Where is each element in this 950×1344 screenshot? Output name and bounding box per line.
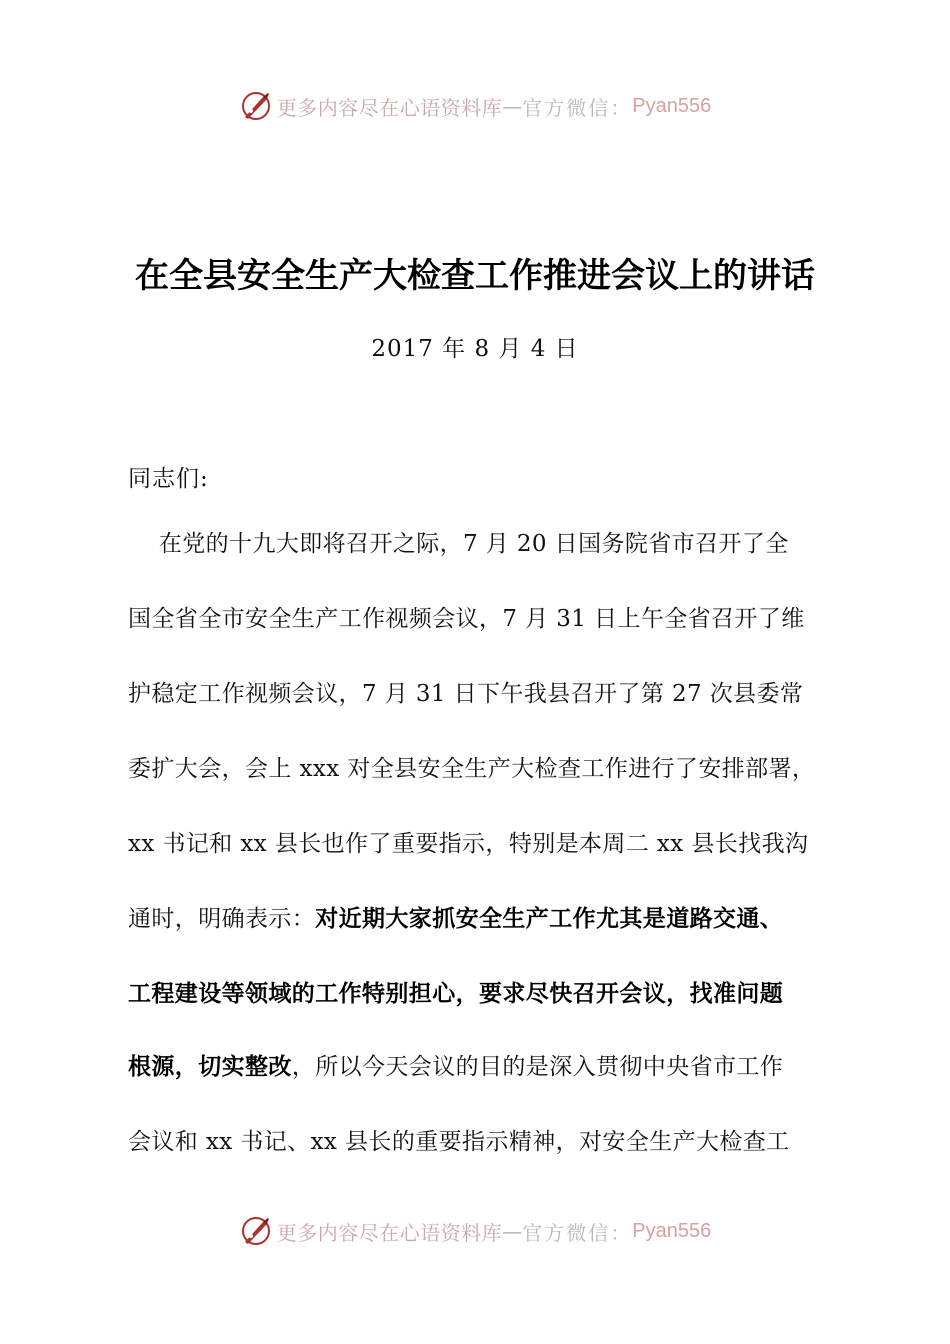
body-text: ，所以今天会议的目的是深入贯彻中央省市工作: [291, 1054, 784, 1080]
footer-watermark-banner: [0, 1211, 950, 1251]
body-line: [128, 600, 838, 633]
body-text: 委扩大会，会上 xxx 对全县安全生产大检查工作进行了安排部署，: [128, 756, 816, 782]
document-title: 在全县安全生产大检查工作推进会议上的讲话: [135, 256, 815, 296]
pen-nib-logo-icon: [239, 1214, 273, 1248]
body-bold-text: 工程建设等领域的工作特别担心，要求尽快召开会议，找准问题: [128, 981, 784, 1007]
body-bold-text: 根源，切实整改: [128, 1054, 292, 1080]
body-text: 护稳定工作视频会议，7 月 31 日下午我县召开了第 27 次县委常: [128, 681, 804, 707]
banner-promo-text: 更多内容尽在心语资料库: [276, 1220, 503, 1245]
body-line: [128, 825, 838, 858]
body-text: 在党的十九大即将召开之际，7 月 20 日国务院省市召开了全: [128, 531, 789, 557]
body-line: [128, 1048, 838, 1081]
body-line: [128, 900, 838, 933]
banner-separator: —: [502, 94, 523, 118]
banner-promo-text: 更多内容尽在心语资料库: [276, 95, 503, 120]
document-date: 2017 年 8 月 4 日: [371, 336, 579, 362]
body-text: 国全省全市安全生产工作视频会议，7 月 31 日上午全省召开了维: [128, 606, 805, 632]
body-line: [128, 750, 838, 783]
body-text: 会议和 xx 书记、xx 县长的重要指示精神，对安全生产大检查工: [128, 1129, 790, 1155]
banner-wechat-id: Pyan556: [632, 94, 712, 117]
body-line: [128, 675, 838, 708]
banner-wechat-id: Pyan556: [632, 1219, 712, 1242]
body-line: [128, 525, 838, 558]
body-text: 通时，明确表示：: [128, 906, 316, 932]
banner-separator: —: [502, 1219, 523, 1243]
body-bold-text: 对近期大家抓安全生产工作尤其是道路交通、: [315, 906, 784, 932]
body-line: [128, 1123, 838, 1156]
banner-wechat-label: 官方微信：: [522, 1220, 633, 1245]
salutation: 同志们:: [128, 466, 209, 492]
pen-nib-logo-icon: [239, 89, 273, 123]
banner-wechat-label: 官方微信：: [522, 95, 633, 120]
body-text: xx 书记和 xx 县长也作了重要指示，特别是本周二 xx 县长找我沟: [128, 831, 809, 857]
body-line: [128, 975, 838, 1008]
header-watermark-banner: [0, 86, 950, 126]
